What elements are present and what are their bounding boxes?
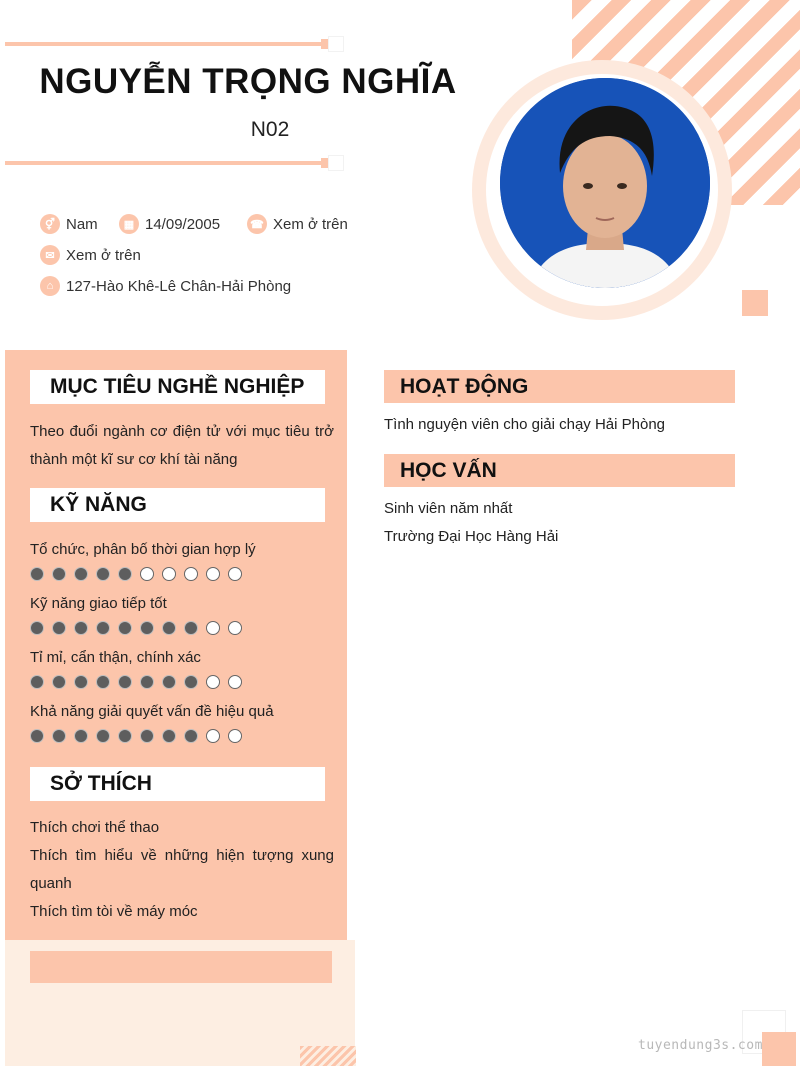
skill-rating [30, 675, 250, 689]
rating-dot-empty [206, 567, 220, 581]
skill-label: Tổ chức, phân bố thời gian hợp lý [30, 541, 256, 558]
title-rule-top-box [328, 36, 344, 52]
person-photo-icon [500, 78, 710, 288]
rating-dot-filled [52, 729, 66, 743]
home-icon: ⌂ [40, 276, 60, 296]
rating-dot-filled [96, 567, 110, 581]
title-rule-top [5, 42, 325, 46]
rating-dot-empty [228, 621, 242, 635]
rating-dot-empty [228, 567, 242, 581]
watermark-text: tuyendung3s.com [638, 1038, 763, 1053]
rating-dot-empty [206, 729, 220, 743]
email-value: Xem ở trên [66, 246, 141, 264]
rating-dot-filled [30, 621, 44, 635]
address-info [40, 276, 291, 296]
title-rule-bottom [5, 161, 325, 165]
skill-rating [30, 567, 250, 581]
skill-label: Kỹ năng giao tiếp tốt [30, 595, 167, 612]
rating-dot-filled [140, 729, 154, 743]
calendar-icon: ▦ [119, 214, 139, 234]
rating-dot-filled [162, 621, 176, 635]
rating-dot-filled [118, 567, 132, 581]
rating-dot-empty [162, 567, 176, 581]
candidate-code: N02 [250, 118, 290, 141]
education-item: Sinh viên năm nhất [384, 500, 513, 517]
skill-label: Tỉ mỉ, cẩn thận, chính xác [30, 649, 201, 666]
rating-dot-filled [184, 675, 198, 689]
rating-dot-empty [228, 729, 242, 743]
birthdate-value: 14/09/2005 [145, 215, 221, 233]
rating-dot-filled [118, 621, 132, 635]
education-item: Trường Đại Học Hàng Hải [384, 528, 559, 545]
rating-dot-filled [74, 567, 88, 581]
gender-icon: ⚥ [40, 214, 60, 234]
rating-dot-filled [162, 729, 176, 743]
rating-dot-filled [118, 729, 132, 743]
decorative-square [742, 290, 768, 316]
rating-dot-filled [74, 621, 88, 635]
phone-icon: ☎ [247, 214, 267, 234]
career-goal-text: Theo đuổi ngành cơ điện tử với mục tiêu trở thành một kĩ sư cơ khí tài năng [30, 423, 334, 468]
rating-dot-filled [52, 621, 66, 635]
rating-dot-filled [52, 567, 66, 581]
rating-dot-empty [206, 675, 220, 689]
hobby-item: Thích tìm hiểu về những hiện tượng xung quanh [30, 847, 334, 892]
rating-dot-filled [184, 621, 198, 635]
hobby-item: Thích chơi thể thao [30, 819, 160, 836]
rating-dot-filled [30, 729, 44, 743]
decorative-hatch [300, 1046, 356, 1066]
rating-dot-empty [206, 621, 220, 635]
birthdate-info [119, 214, 220, 234]
email-info [40, 245, 141, 265]
address-value: 127-Hào Khê-Lê Chân-Hải Phòng [66, 277, 292, 295]
career-goal-heading: MỤC TIÊU NGHỀ NGHIỆP [30, 370, 325, 404]
rating-dot-filled [74, 675, 88, 689]
activities-heading: HOẠT ĐỘNG [384, 370, 735, 403]
activity-item: Tình nguyện viên cho giải chạy Hải Phòng [384, 416, 666, 433]
rating-dot-filled [96, 675, 110, 689]
hobby-item: Thích tìm tòi về máy móc [30, 903, 198, 920]
phone-info [247, 214, 348, 234]
rating-dot-filled [96, 621, 110, 635]
rating-dot-filled [140, 675, 154, 689]
rating-dot-filled [140, 621, 154, 635]
gender-value: Nam [66, 215, 98, 233]
gender-info [40, 214, 98, 234]
skill-label: Khả năng giải quyết vấn đề hiệu quả [30, 703, 274, 720]
rating-dot-filled [184, 729, 198, 743]
rating-dot-empty [140, 567, 154, 581]
skill-rating [30, 729, 250, 743]
rating-dot-empty [228, 675, 242, 689]
profile-photo [500, 78, 710, 288]
rating-dot-empty [184, 567, 198, 581]
mail-icon: ✉ [40, 245, 60, 265]
hobbies-heading: SỞ THÍCH [30, 767, 325, 801]
skill-rating [30, 621, 250, 635]
rating-dot-filled [74, 729, 88, 743]
skills-heading: KỸ NĂNG [30, 488, 325, 522]
title-rule-bottom-box [328, 155, 344, 171]
candidate-name: NGUYỄN TRỌNG NGHĨA [39, 62, 457, 101]
rating-dot-filled [118, 675, 132, 689]
decorative-square-bottom [762, 1032, 796, 1066]
rating-dot-filled [30, 567, 44, 581]
rating-dot-filled [52, 675, 66, 689]
rating-dot-filled [30, 675, 44, 689]
rating-dot-filled [162, 675, 176, 689]
education-heading: HỌC VẤN [384, 454, 735, 487]
rating-dot-filled [96, 729, 110, 743]
phone-value: Xem ở trên [273, 215, 348, 233]
empty-section-bar [30, 951, 332, 983]
